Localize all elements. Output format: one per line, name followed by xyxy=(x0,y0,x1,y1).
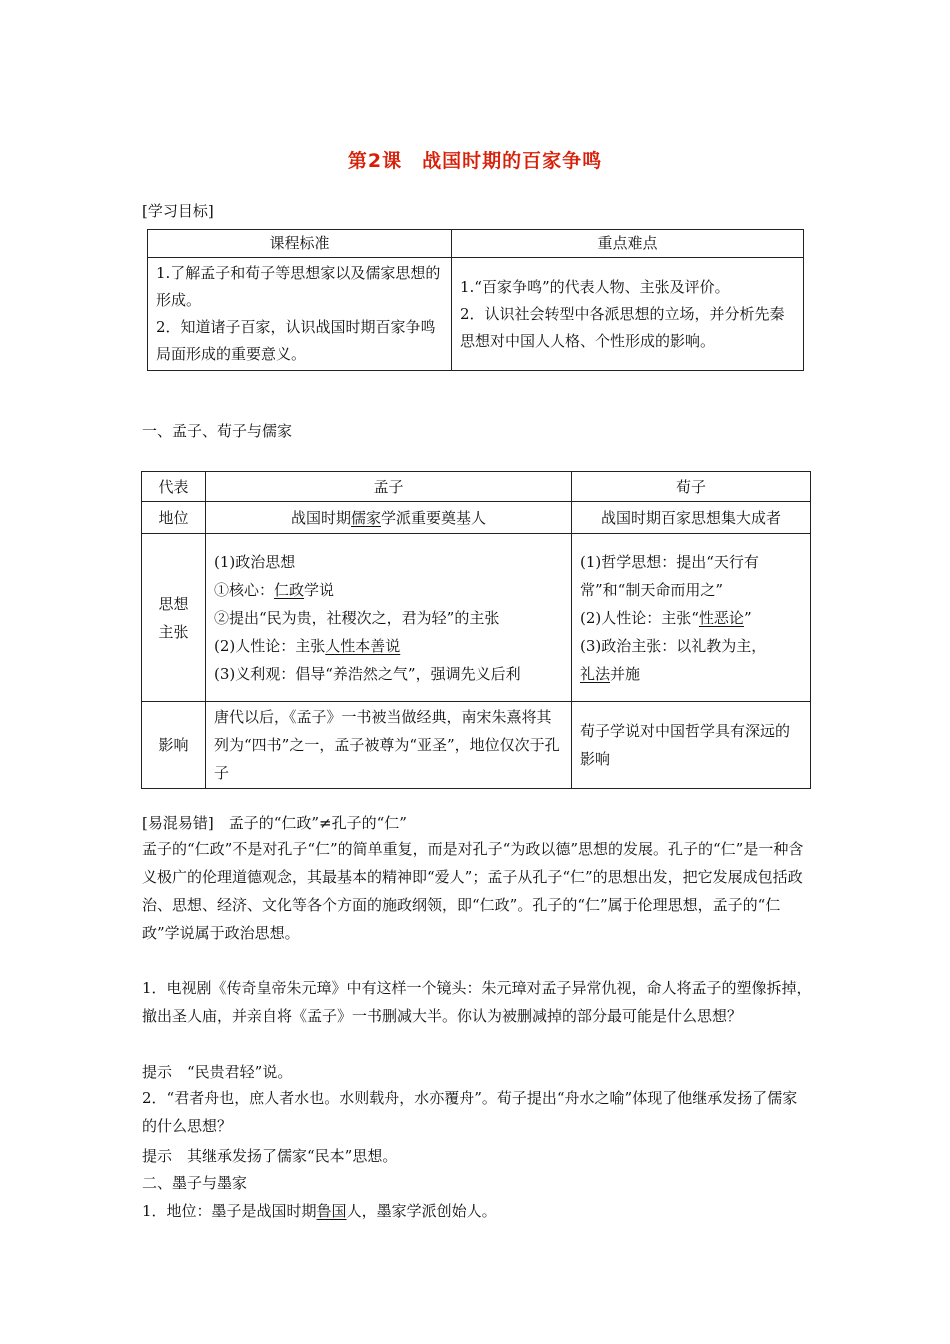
xunzi-impact: 荀子学说对中国哲学具有深远的影响 xyxy=(572,702,811,789)
question-2: 2．“君者舟也，庶人者水也。水则载舟，水亦覆舟”。荀子提出“舟水之喻”体现了他继承发扬了儒家的什么思想？ xyxy=(142,1089,798,1135)
comparison-table xyxy=(141,471,811,789)
xunzi-thought: (1)哲学思想：提出“天行有常”和“制天命而用之” (2)人性论：主张“性恶论” (3)政治主张：以礼教为主， 礼法并施 xyxy=(572,534,811,702)
goals-header-standard: 课程标准 xyxy=(148,230,452,258)
goals-table xyxy=(147,229,804,371)
goal-item: 2．知道诸子百家，认识战国时期百家争鸣局面形成的重要意义。 xyxy=(156,318,436,363)
header-representative: 代表 xyxy=(142,472,206,502)
label-thought: 思想 主张 xyxy=(142,534,206,702)
hint-1: 提示 “民贵君轻”说。 xyxy=(142,1063,293,1081)
confuse-heading: [易混易错] 孟子的“仁政”≠孔子的“仁” xyxy=(142,814,407,832)
header-mengzi: 孟子 xyxy=(206,472,572,502)
goals-focus-cell xyxy=(452,258,804,371)
section-heading-2: 二、墨子与墨家 xyxy=(142,1174,248,1192)
mengzi-status: 战国时期儒家学派重要奠基人 xyxy=(206,502,572,534)
xunzi-status: 战国时期百家思想集大成者 xyxy=(572,502,811,534)
goal-item: 1.了解孟子和荀子等思想家以及儒家思想的形成。 xyxy=(156,264,441,309)
label-status: 地位 xyxy=(142,502,206,534)
mengzi-impact: 唐代以后，《孟子》一书被当做经典，南宋朱熹将其列为“四书”之一，孟子被尊为“亚圣”，地位仅次于孔子 xyxy=(206,702,572,789)
mengzi-thought: (1)政治思想 ①核心：仁政学说 ②提出“民为贵，社稷次之，君为轻”的主张 (2)人性论：主张人性本善说 (3)义利观：倡导“养浩然之气”，强调先义后利 xyxy=(206,534,572,702)
question-1: 1．电视剧《传奇皇帝朱元璋》中有这样一个镜头：朱元璋对孟子异常仇视，命人将孟子的塑像拆掉，撤出圣人庙，并亲自将《孟子》一书删减大半。你认为被删减掉的部分最可能是什么思想？ xyxy=(142,979,812,1025)
lesson-title: 第2课 战国时期的百家争鸣 xyxy=(347,150,603,172)
goals-header-focus: 重点难点 xyxy=(452,230,804,258)
focus-item: 1.“百家争鸣”的代表人物、主张及评价。 xyxy=(460,277,730,296)
focus-item: 2．认识社会转型中各派思想的立场，并分析先秦思想对中国人人格、个性形成的影响。 xyxy=(460,304,785,350)
goals-label: [学习目标] xyxy=(142,202,214,220)
goals-standards-cell xyxy=(148,258,452,371)
label-impact: 影响 xyxy=(142,702,206,789)
confuse-body: 孟子的“仁政”不是对孔子“仁”的简单重复，而是对孔子“为政以德”思想的发展。孔子的“仁”是一种含义极广的伦理道德观念，其最基本的精神即“爱人”；孟子从孔子“仁”的思想出发，把它发展成包括政治、思想、经济、文化等各个方面的施政纲领，即“仁政”。孔子的“仁”属于伦理思想，孟子的“仁政”学说属于政治思想。 xyxy=(142,840,804,942)
header-xunzi: 荀子 xyxy=(572,472,811,502)
item-1: 1．地位：墨子是战国时期鲁国人，墨家学派创始人。 xyxy=(142,1202,497,1220)
section-heading-1: 一、孟子、荀子与儒家 xyxy=(142,422,293,440)
hint-2: 提示 其继承发扬了儒家“民本”思想。 xyxy=(142,1147,398,1165)
